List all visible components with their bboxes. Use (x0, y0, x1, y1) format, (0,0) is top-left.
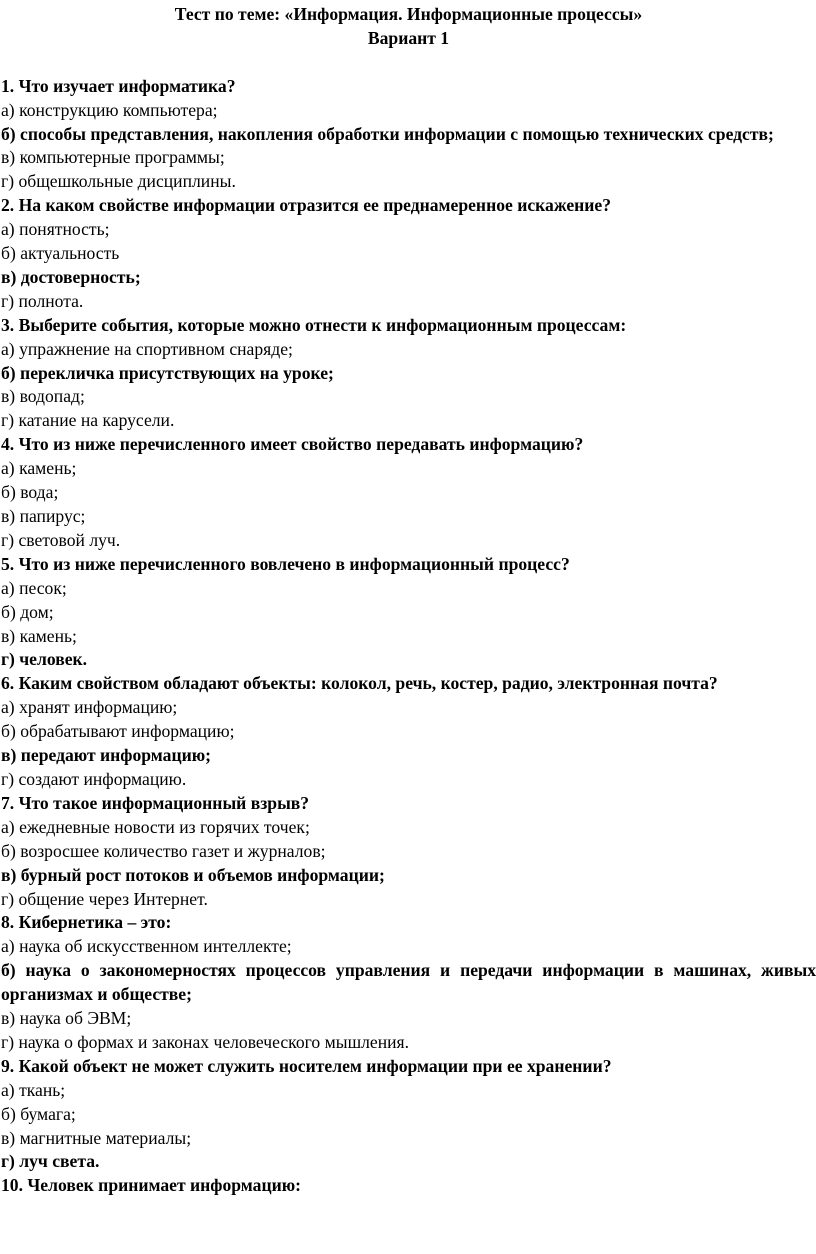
q9-option-d: г) луч света. (1, 1151, 100, 1172)
q8-option-c: в) наука об ЭВМ; (1, 1008, 132, 1029)
question-5: 5. Что из ниже перечисленного вовлечено в информационный процесс? (1, 553, 570, 574)
q8-option-b: б) наука о закономерностях процессов управления и передачи информации в машинах, живых организмах и обществе; (1, 960, 816, 1005)
q6-option-c: в) передают информацию; (1, 745, 212, 766)
q6-option-b: б) обрабатывают информацию; (1, 721, 235, 742)
q7-option-d: г) общение через Интернет. (1, 888, 208, 909)
q8-option-a: а) наука об искусственном интеллекте; (1, 936, 292, 957)
document-title: Тест по теме: «Информация. Информационные процессы» (174, 4, 643, 24)
q2-option-b: б) актуальность (1, 243, 120, 264)
q9-option-c: в) магнитные материалы; (1, 1127, 192, 1148)
q5-option-a: а) песок; (1, 577, 67, 598)
q9-option-a: а) ткань; (1, 1079, 66, 1100)
q6-option-a: а) хранят информацию; (1, 697, 178, 718)
q5-option-c: в) камень; (1, 625, 77, 646)
q7-option-c: в) бурный рост потоков и объемов информации; (1, 864, 385, 885)
q1-option-a: а) конструкцию компьютера; (1, 99, 218, 120)
q1-option-b: б) способы представления, накопления обработки информации с помощью технических средств; (1, 123, 774, 144)
q4-option-c: в) папирус; (1, 506, 86, 527)
blank-line (1, 51, 816, 75)
q3-option-c: в) водопад; (1, 386, 85, 407)
variant-label: Вариант 1 (367, 27, 450, 48)
question-3: 3. Выберите события, которые можно отнести к информационным процессам: (1, 314, 627, 335)
question-9: 9. Какой объект не может служить носителем информации при ее хранении? (1, 1055, 612, 1076)
question-4: 4. Что из ниже перечисленного имеет свойство передавать информацию? (1, 434, 584, 455)
q4-option-a: а) камень; (1, 458, 77, 479)
q8-option-d: г) наука о формах и законах человеческого мышления. (1, 1031, 410, 1052)
q6-option-d: г) создают информацию. (1, 768, 187, 789)
question-10: 10. Человек принимает информацию: (1, 1175, 302, 1196)
q1-option-c: в) компьютерные программы; (1, 147, 225, 168)
q9-option-b: б) бумага; (1, 1103, 76, 1124)
q2-option-d: г) полнота. (1, 290, 84, 311)
q1-option-d: г) общешкольные дисциплины. (1, 171, 236, 192)
q5-option-b: б) дом; (1, 601, 54, 622)
q3-option-b: б) перекличка присутствующих на уроке; (1, 362, 334, 383)
q3-option-d: г) катание на карусели. (1, 410, 175, 431)
q3-option-a: а) упражнение на спортивном снаряде; (1, 338, 293, 359)
q7-option-a: а) ежедневные новости из горячих точек; (1, 816, 310, 837)
question-7: 7. Что такое информационный взрыв? (1, 792, 310, 813)
q5-option-d: г) человек. (1, 649, 88, 670)
q2-option-c: в) достоверность; (1, 266, 141, 287)
question-6: 6. Каким свойством обладают объекты: колокол, речь, костер, радио, электронная почта? (1, 673, 718, 694)
q7-option-b: б) возросшее количество газет и журналов; (1, 840, 326, 861)
question-1: 1. Что изучает информатика? (1, 75, 236, 96)
q4-option-b: б) вода; (1, 482, 59, 503)
question-8: 8. Кибернетика – это: (1, 912, 172, 933)
q2-option-a: а) понятность; (1, 219, 110, 240)
q4-option-d: г) световой луч. (1, 529, 121, 550)
question-2: 2. На каком свойстве информации отразится ее преднамеренное искажение? (1, 195, 612, 216)
